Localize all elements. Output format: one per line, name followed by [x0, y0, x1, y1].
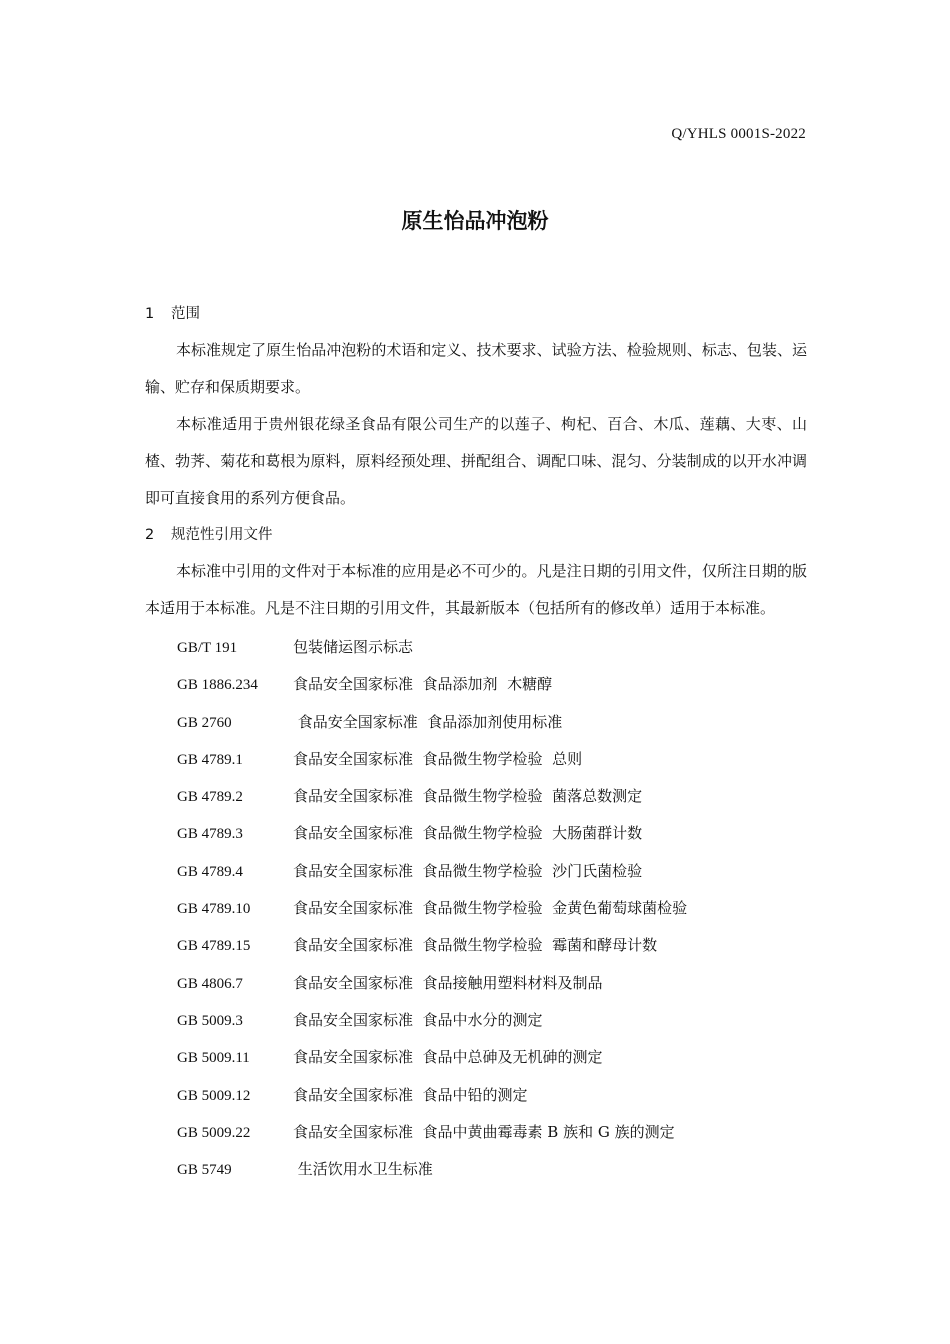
- reference-code: GB 5009.12: [177, 1087, 251, 1104]
- reference-title: 食品安全国家标准 食品微生物学检验 菌落总数测定: [293, 787, 643, 806]
- reference-title: 食品安全国家标准 食品中总砷及无机砷的测定: [293, 1048, 603, 1067]
- reference-item: [145, 1114, 807, 1151]
- reference-code: GB 1886.234: [177, 677, 258, 694]
- reference-item: [145, 1077, 807, 1114]
- reference-item: [145, 1002, 807, 1039]
- section-title: 规范性引用文件: [171, 527, 273, 543]
- reference-code: GB 5009.3: [177, 1012, 243, 1029]
- reference-code: GB 4789.4: [177, 863, 243, 880]
- reference-item: [145, 815, 807, 852]
- reference-item: [145, 965, 807, 1002]
- reference-title: 食品安全国家标准 食品微生物学检验 金黄色葡萄球菌检验: [293, 899, 688, 918]
- reference-code: GB 5009.11: [177, 1050, 250, 1067]
- reference-title: 食品安全国家标准 食品中黄曲霉毒素 B 族和 G 族的测定: [293, 1122, 675, 1141]
- reference-item: [145, 741, 807, 778]
- reference-code: GB 4789.1: [177, 751, 243, 768]
- reference-code: GB 2760: [177, 714, 232, 731]
- reference-list: [145, 629, 807, 1188]
- reference-code: GB/T 191: [177, 640, 238, 656]
- reference-item: [145, 927, 807, 964]
- reference-code: GB 5749: [177, 1162, 232, 1179]
- reference-title: 食品安全国家标准 食品中水分的测定: [293, 1010, 543, 1029]
- paragraph: 本标准中引用的文件对于本标准的应用是必不可少的。凡是注日期的引用文件，仅所注日期的版本适用于本标准。凡是不注日期的引用文件，其最新版本（包括所有的修改单）适用于本标准。: [145, 562, 807, 617]
- reference-title: 食品安全国家标准 食品添加剂使用标准: [293, 712, 563, 731]
- reference-item: [145, 1151, 807, 1188]
- reference-code: GB 4789.3: [177, 826, 243, 843]
- reference-item: [145, 1039, 807, 1076]
- reference-title: 食品安全国家标准 食品添加剂 木糖醇: [293, 675, 553, 694]
- reference-title: 食品安全国家标准 食品微生物学检验 大肠菌群计数: [293, 824, 643, 843]
- reference-code: GB 4806.7: [177, 975, 243, 992]
- reference-title: 食品安全国家标准 食品微生物学检验 总则: [293, 749, 583, 768]
- reference-title: 生活饮用水卫生标准: [293, 1160, 433, 1179]
- reference-code: GB 4789.15: [177, 938, 251, 955]
- reference-title: 食品安全国家标准 食品中铅的测定: [293, 1085, 528, 1104]
- reference-item: [145, 853, 807, 890]
- reference-code: GB 4789.2: [177, 789, 243, 806]
- section-number: 2: [145, 527, 155, 543]
- section-title: 范围: [171, 306, 200, 322]
- reference-title: 食品安全国家标准 食品微生物学检验 沙门氏菌检验: [293, 861, 643, 880]
- standard-number: Q/YHLS 0001S-2022: [671, 126, 806, 142]
- section-number: 1: [145, 306, 155, 322]
- reference-code: GB 5009.22: [177, 1124, 251, 1141]
- reference-title: 食品安全国家标准 食品微生物学检验 霉菌和酵母计数: [293, 936, 658, 955]
- document-body: [145, 300, 807, 1188]
- reference-item: [145, 629, 807, 666]
- reference-item: [145, 704, 807, 741]
- reference-item: [145, 890, 807, 927]
- reference-item: [145, 778, 807, 815]
- document-title: 原生怡品冲泡粉: [401, 209, 549, 233]
- reference-code: GB 4789.10: [177, 901, 251, 918]
- paragraph: 本标准规定了原生怡品冲泡粉的术语和定义、技术要求、试验方法、检验规则、标志、包装、运输、贮存和保质期要求。: [145, 341, 807, 396]
- reference-title: 包装储运图示标志: [293, 638, 414, 656]
- paragraph: 本标准适用于贵州银花绿圣食品有限公司生产的以莲子、枸杞、百合、木瓜、莲藕、大枣、山楂、勃荠、菊花和葛根为原料，原料经预处理、拼配组合、调配口味、混匀、分装制成的以开水冲调即可直接食用的系列方便食品。: [145, 415, 807, 507]
- section-heading-scope: [145, 300, 807, 328]
- reference-title: 食品安全国家标准 食品接触用塑料材料及制品: [293, 973, 603, 992]
- reference-item: [145, 666, 807, 703]
- section-heading-references: [145, 521, 807, 549]
